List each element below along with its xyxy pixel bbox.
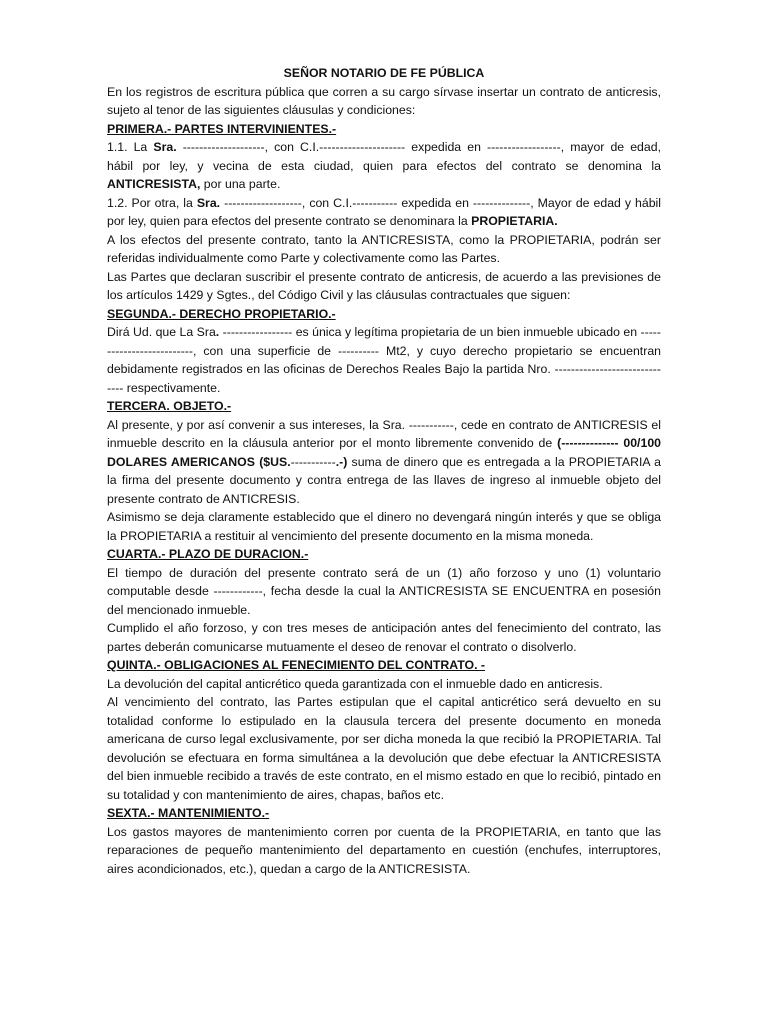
clause-tercera-paragraph-2: Asimismo se deja claramente establecido que el dinero no devengará ningún interés y que se obliga la PROPIETARIA a restituir al vencimiento del presente documento en la misma moneda. [107,510,661,543]
text-run: ----------- [290,454,336,469]
bold-run: Sra. [196,195,221,210]
text-run: 1.2. Por otra, la [107,195,197,210]
clause-cuarta-paragraph-1: El tiempo de duración del presente contrato será de un (1) año forzoso y uno (1) voluntario computable desde ------------, fecha desde la cual la ANTICRESISTA SE ENCUENTRA en posesión del mencionado inmueble. [107,565,661,617]
clause-primera-heading: PRIMERA.- PARTES INTERVINIENTES.- [107,121,337,136]
text-run: suma de dinero que es entregada a la PROPIETARIA a la firma del presente documento y contra entrega de las llaves de ingreso al inmueble objeto del presente contrato de ANTICRESIS. [107,454,661,506]
text-run: por una parte. [200,177,281,191]
clause-cuarta-paragraph-2: Cumplido el año forzoso, y con tres meses de anticipación antes del fenecimiento del contrato, las partes deberán comunicarse mutuamente el deseo de renovar el contrato o disolverlo. [107,621,661,654]
bold-run: Sra. [153,140,177,154]
clause-quinta-heading: QUINTA.- OBLIGACIONES AL FENECIMIENTO DEL CONTRATO. - [107,658,486,672]
document-title: SEÑOR NOTARIO DE FE PÚBLICA [283,66,485,80]
bold-run: . [215,325,220,339]
clause-segunda-heading: SEGUNDA.- DERECHO PROPIETARIO.- [107,306,336,321]
intro-paragraph: En los registros de escritura pública que corren a su cargo sírvase insertar un contrato de anticresis, sujeto al tenor de las siguientes cláusulas y condiciones: [107,84,661,117]
text-run: Dirá Ud. que La Sra [107,325,216,339]
clause-primera-paragraph-1 [107,138,661,194]
clause-primera-paragraph-4: Las Partes que declaran suscribir el presente contrato de anticresis, de acuerdo a las previsiones de los artículos 1429 y Sgtes., del Código Civil y las cláusulas contractuales que siguen: [107,269,661,302]
bold-run: .-) [335,454,348,469]
bold-run: (-------------- 00/100 DOLARES AMERICANOS ($US. [107,436,661,469]
clause-cuarta-heading: CUARTA.- PLAZO DE DURACION.- [107,547,309,561]
text-run: ----------------- es única y legítima propietaria de un bien inmueble ubicado en --------------------------, con una superficie de ---------- Mt2, y cuyo derecho propietario se encuentran debidamente registrados en las oficinas de Derechos Reales Bajo la partida Nro. ------------------------------ respectivamente. [107,325,661,395]
clause-tercera-paragraph-1 [107,416,661,509]
text-run: Al presente, y por así convenir a sus intereses, la Sra. -----------, cede en contrato de ANTICRESIS el inmueble descrito en la cláusula anterior por el monto libremente convenido de [107,417,661,450]
clause-primera-paragraph-2 [107,194,661,231]
text-run: 1.1. La [107,140,154,154]
clause-quinta-paragraph-1: La devolución del capital anticrético queda garantizada con el inmueble dado en anticresis. [107,676,603,691]
document-body [107,64,661,878]
clause-segunda-paragraph-1 [107,323,661,397]
text-run: --------------------, con C.I.--------------------- expedida en ------------------, mayor de edad, hábil por ley, y vecina de esta ciudad, quien para efectos del contrato se denomina la [107,140,661,173]
clause-quinta-paragraph-2: Al vencimiento del contrato, las Partes estipulan que el capital anticrético será devuelto en su totalidad conforme lo estipulado en la clausula tercera del presente documento en moneda americana de curso legal exclusivamente, por ser dicha moneda la que recibió la PROPIETARIA. Tal devolución se efectuara en forma simultánea a la devolución que debe efectuar la ANTICRESISTA del bien inmueble recibido a través de este contrato, en el mismo estado en que lo recibió, pintado en su totalidad y con mantenimiento de aires, chapas, baños etc. [107,695,661,802]
clause-tercera-heading: TERCERA. OBJETO.- [107,399,232,413]
clause-primera-paragraph-3: A los efectos del presente contrato, tanto la ANTICRESISTA, como la PROPIETARIA, podrán ser referidas individualmente como Parte y colectivamente como las Partes. [107,232,661,265]
bold-run: PROPIETARIA. [471,214,558,228]
clause-sexta-heading: SEXTA.- MANTENIMIENTO.- [107,806,270,820]
text-run: -------------------, con C.I.----------- expedida en --------------, Mayor de edad y hábil por ley, quien para efectos del presente contrato se denominara la [107,195,662,228]
bold-run: ANTICRESISTA, [107,177,201,191]
clause-sexta-paragraph-1: Los gastos mayores de mantenimiento corren por cuenta de la PROPIETARIA, en tanto que las reparaciones de pequeño mantenimiento del departamento en cuestión (enchufes, interruptores, aires acondicionados, etc.), quedan a cargo de la ANTICRESISTA. [107,824,661,876]
